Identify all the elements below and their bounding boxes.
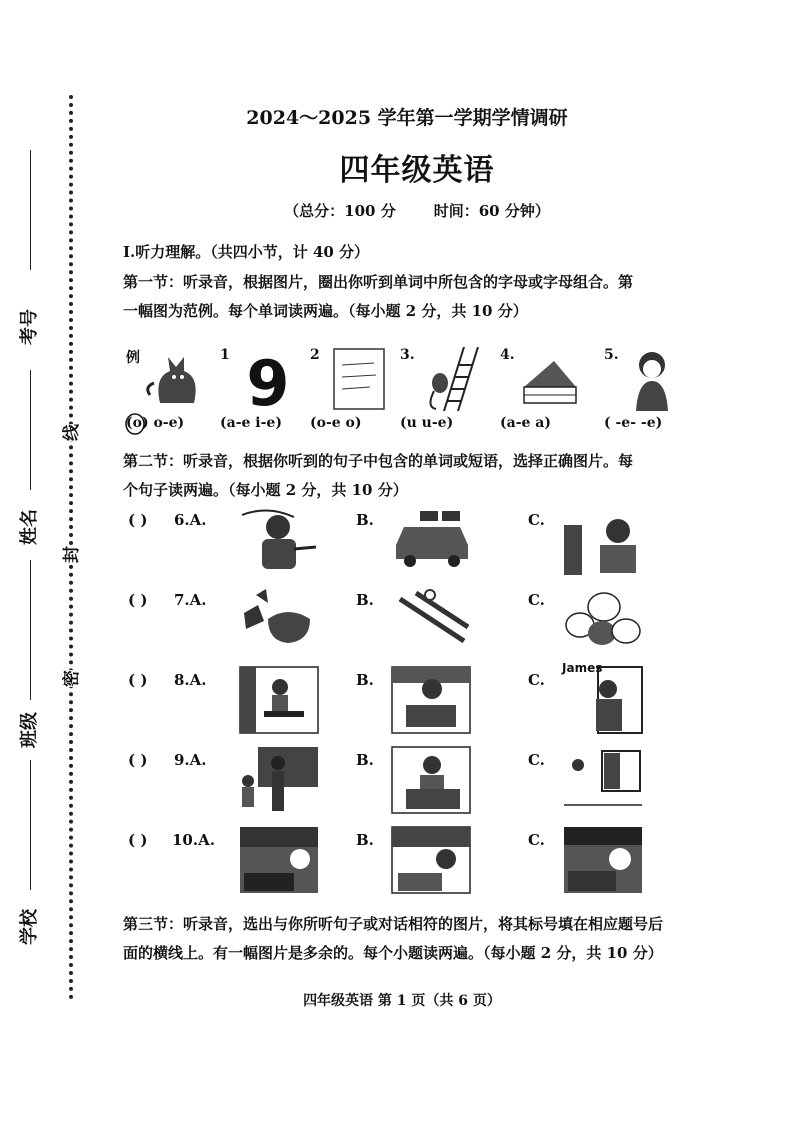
option-a-image	[238, 825, 320, 895]
name-tag: James	[562, 661, 603, 675]
section3-instructions	[123, 910, 683, 968]
note-paper-image	[324, 347, 392, 411]
section1-instructions	[123, 268, 683, 326]
section3-line2: 面的横线上。有一幅图片是多余的。每个小题读两遍。（每小题 2 分，共 10 分）	[123, 944, 663, 962]
seal-char-line: 线	[55, 424, 84, 441]
class-label: 班级	[19, 712, 40, 748]
item-options: (a-e a)	[500, 415, 551, 431]
option-c-label: C.	[528, 591, 545, 609]
option-a-image	[238, 665, 320, 735]
part1-heading: Ⅰ.听力理解。（共四小节，计 40 分）	[123, 243, 370, 261]
option-b-image	[390, 745, 472, 815]
name-label: 姓名	[19, 509, 40, 545]
monkey-ladder-image	[414, 347, 482, 411]
item-label: 2	[310, 347, 320, 363]
item-options: (a-e i-e)	[220, 415, 282, 431]
question-10	[128, 825, 688, 905]
letter-picture-row	[126, 343, 686, 443]
section2-line1: 第二节：听录音，根据你听到的句子中包含的单词或短语，选择正确图片。每	[123, 452, 634, 470]
option-b-image	[390, 585, 472, 655]
option-a-image	[238, 585, 320, 655]
item-options: (u u-e)	[400, 415, 454, 431]
section1-line2: 一幅图为范例。每个单词读两遍。（每小题 2 分，共 10 分）	[123, 302, 528, 320]
school-line	[30, 760, 31, 890]
answer-bracket[interactable]: ( )	[128, 511, 148, 529]
example-circle-mark	[124, 411, 146, 435]
item-options: (o) o-e)	[126, 415, 185, 431]
question-number: 6.A.	[174, 511, 207, 529]
exam-time: 时间：60 分钟）	[433, 202, 550, 220]
item-options: (o-e o)	[310, 415, 362, 431]
question-8	[128, 661, 688, 745]
answer-bracket[interactable]: ( )	[128, 591, 148, 609]
option-a-image	[238, 745, 320, 815]
cat-image	[140, 347, 208, 411]
boy-image	[618, 347, 686, 411]
question-9	[128, 745, 688, 825]
option-c-image	[562, 585, 644, 655]
exam-info	[0, 200, 794, 221]
option-b-label: B.	[356, 831, 374, 849]
answer-bracket[interactable]: ( )	[128, 671, 148, 689]
question-6	[128, 505, 688, 585]
total-score: （总分：100 分	[284, 202, 396, 220]
exam-no-label: 考号	[19, 309, 40, 345]
option-c-image	[562, 825, 644, 895]
question-number: 9.A.	[174, 751, 207, 769]
school-label: 学校	[19, 909, 40, 945]
item-label: 1	[220, 347, 230, 363]
name-line	[30, 370, 31, 490]
question-7	[128, 585, 688, 665]
question-number: 8.A.	[174, 671, 207, 689]
section1-line1: 第一节：听录音，根据图片，圈出你听到单词中所包含的字母或字母组合。第	[123, 273, 634, 291]
option-b-label: B.	[356, 751, 374, 769]
item-label: 4.	[500, 347, 515, 363]
section3-line1: 第三节：听录音，选出与你所听句子或对话相符的图片，将其标号填在相应题号后	[123, 915, 664, 933]
option-b-label: B.	[356, 671, 374, 689]
option-b-label: B.	[356, 511, 374, 529]
page-footer: 四年级英语 第 1 页（共 6 页）	[303, 993, 501, 1009]
answer-bracket[interactable]: ( )	[128, 831, 148, 849]
option-b-label: B.	[356, 591, 374, 609]
option-c-label: C.	[528, 831, 545, 849]
option-c-label: C.	[528, 511, 545, 529]
item-label: 5.	[604, 347, 619, 363]
seal-char-secret: 密	[55, 670, 84, 687]
option-c-image	[562, 505, 644, 575]
section2-line2: 个句子读两遍。（每小题 2 分，共 10 分）	[123, 481, 408, 499]
option-c-image	[562, 661, 644, 735]
number-nine-image	[234, 347, 302, 411]
item-options: ( -e- -e)	[604, 415, 663, 431]
option-b-image	[390, 665, 472, 735]
item-label: 例	[126, 350, 140, 366]
seal-char-seal: 封	[55, 546, 84, 563]
option-b-image	[390, 825, 472, 895]
cake-image	[514, 347, 582, 411]
question-number: 7.A.	[174, 591, 207, 609]
option-c-label: C.	[528, 751, 545, 769]
class-line	[30, 560, 31, 700]
option-c-image	[562, 745, 644, 815]
answer-bracket[interactable]: ( )	[128, 751, 148, 769]
exam-title: 2024～2025 学年第一学期学情调研	[246, 107, 568, 129]
exam-subject: 四年级英语	[339, 153, 495, 188]
svg-text:9: 9	[246, 347, 290, 411]
item-label: 3.	[400, 347, 415, 363]
option-c-label: C.	[528, 671, 545, 689]
section2-instructions	[123, 447, 683, 505]
question-number: 10.A.	[172, 831, 215, 849]
option-b-image	[390, 505, 472, 575]
option-a-image	[238, 505, 320, 575]
